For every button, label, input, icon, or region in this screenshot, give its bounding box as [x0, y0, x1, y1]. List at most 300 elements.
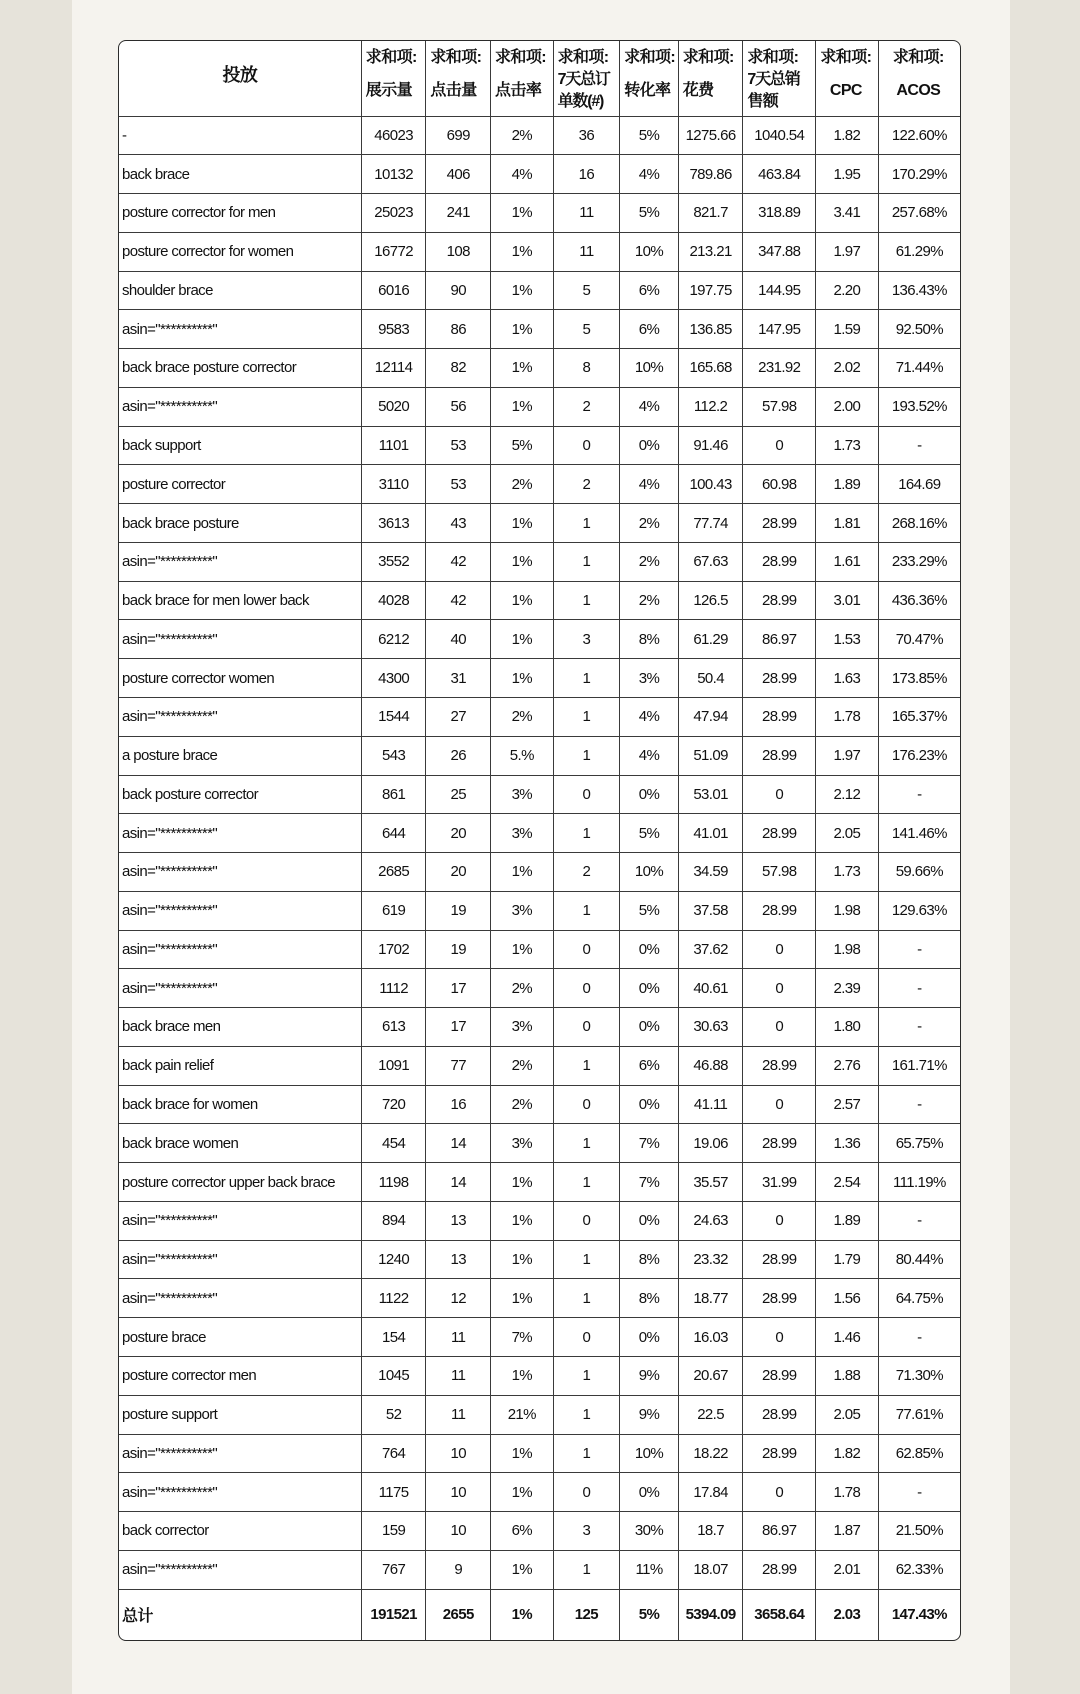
cell-orders: 16 — [553, 155, 620, 194]
cell-impressions: 3552 — [361, 542, 426, 581]
cell-targeting: posture brace — [119, 1318, 361, 1357]
cell-sales: 0 — [743, 969, 816, 1008]
total-cell-impressions: 191521 — [361, 1589, 426, 1640]
cell-clicks: 108 — [426, 232, 491, 271]
cell-targeting: asin="**********" — [119, 1550, 361, 1589]
cell-cpc: 1.59 — [816, 310, 879, 349]
cell-clicks: 82 — [426, 349, 491, 388]
cell-orders: 1 — [553, 504, 620, 543]
total-cell-spend: 5394.09 — [678, 1589, 743, 1640]
cell-targeting: asin="**********" — [119, 814, 361, 853]
header-sales-prefix: 求和项: — [747, 49, 799, 66]
cell-clicks: 11 — [426, 1318, 491, 1357]
cell-targeting: asin="**********" — [119, 542, 361, 581]
cell-spend: 136.85 — [678, 310, 743, 349]
cell-sales: 57.98 — [743, 853, 816, 892]
cell-acos: 61.29% — [878, 232, 960, 271]
cell-sales: 318.89 — [743, 194, 816, 233]
cell-targeting: back brace posture corrector — [119, 349, 361, 388]
table-row — [119, 542, 960, 581]
cell-clicks: 14 — [426, 1124, 491, 1163]
cell-ctr: 1% — [491, 1357, 554, 1396]
cell-conversion: 0% — [620, 1008, 679, 1047]
cell-cpc: 2.02 — [816, 349, 879, 388]
cell-spend: 126.5 — [678, 581, 743, 620]
cell-targeting: asin="**********" — [119, 853, 361, 892]
cell-conversion: 0% — [620, 930, 679, 969]
header-sales-label-2: 售额 — [747, 93, 779, 110]
cell-impressions: 4300 — [361, 659, 426, 698]
cell-spend: 67.63 — [678, 542, 743, 581]
cell-ctr: 1% — [491, 310, 554, 349]
cell-acos: - — [878, 1085, 960, 1124]
cell-conversion: 0% — [620, 1085, 679, 1124]
cell-conversion: 4% — [620, 465, 679, 504]
cell-clicks: 14 — [426, 1163, 491, 1202]
cell-targeting: back brace — [119, 155, 361, 194]
cell-targeting: posture corrector men — [119, 1357, 361, 1396]
cell-orders: 11 — [553, 194, 620, 233]
cell-acos: - — [878, 1008, 960, 1047]
cell-clicks: 20 — [426, 814, 491, 853]
cell-orders: 8 — [553, 349, 620, 388]
cell-sales: 28.99 — [743, 1279, 816, 1318]
cell-spend: 46.88 — [678, 1046, 743, 1085]
cell-cpc: 1.89 — [816, 1201, 879, 1240]
cell-clicks: 13 — [426, 1201, 491, 1240]
table-row — [119, 736, 960, 775]
header-impressions-prefix: 求和项: — [365, 49, 417, 66]
total-cell-clicks: 2655 — [426, 1589, 491, 1640]
cell-sales: 463.84 — [743, 155, 816, 194]
table-row — [119, 775, 960, 814]
cell-acos: 65.75% — [878, 1124, 960, 1163]
cell-acos: - — [878, 1201, 960, 1240]
cell-acos: 233.29% — [878, 542, 960, 581]
cell-conversion: 7% — [620, 1163, 679, 1202]
cell-acos: 257.68% — [878, 194, 960, 233]
cell-sales: 86.97 — [743, 1512, 816, 1551]
cell-impressions: 9583 — [361, 310, 426, 349]
cell-targeting: posture corrector women — [119, 659, 361, 698]
cell-ctr: 1% — [491, 504, 554, 543]
cell-conversion: 10% — [620, 853, 679, 892]
cell-ctr: 1% — [491, 620, 554, 659]
cell-orders: 1 — [553, 542, 620, 581]
cell-targeting: asin="**********" — [119, 1201, 361, 1240]
cell-impressions: 1122 — [361, 1279, 426, 1318]
cell-ctr: 1% — [491, 659, 554, 698]
cell-impressions: 894 — [361, 1201, 426, 1240]
cell-acos: 122.60% — [878, 116, 960, 155]
cell-impressions: 1045 — [361, 1357, 426, 1396]
cell-clicks: 42 — [426, 581, 491, 620]
cell-clicks: 20 — [426, 853, 491, 892]
header-impressions-label: 展示量 — [365, 82, 412, 99]
table-body — [119, 116, 960, 1640]
cell-sales: 28.99 — [743, 1124, 816, 1163]
cell-cpc: 2.00 — [816, 387, 879, 426]
cell-acos: 161.71% — [878, 1046, 960, 1085]
cell-clicks: 86 — [426, 310, 491, 349]
header-orders-prefix: 求和项: — [557, 49, 609, 66]
cell-orders: 1 — [553, 1434, 620, 1473]
cell-spend: 20.67 — [678, 1357, 743, 1396]
cell-targeting: back support — [119, 426, 361, 465]
header-orders-label-2: 单数(#) — [557, 93, 604, 110]
cell-ctr: 1% — [491, 1240, 554, 1279]
cell-cpc: 2.76 — [816, 1046, 879, 1085]
header-clicks — [426, 41, 491, 116]
cell-targeting: back brace for women — [119, 1085, 361, 1124]
cell-ctr: 6% — [491, 1512, 554, 1551]
cell-sales: 28.99 — [743, 736, 816, 775]
cell-clicks: 26 — [426, 736, 491, 775]
cell-cpc: 1.98 — [816, 930, 879, 969]
table-row — [119, 1279, 960, 1318]
cell-sales: 0 — [743, 1318, 816, 1357]
cell-clicks: 241 — [426, 194, 491, 233]
cell-acos: 80.44% — [878, 1240, 960, 1279]
cell-orders: 0 — [553, 1008, 620, 1047]
cell-spend: 18.22 — [678, 1434, 743, 1473]
cell-spend: 112.2 — [678, 387, 743, 426]
cell-impressions: 1112 — [361, 969, 426, 1008]
header-conversion — [620, 41, 679, 116]
cell-spend: 23.32 — [678, 1240, 743, 1279]
cell-cpc: 3.01 — [816, 581, 879, 620]
cell-orders: 0 — [553, 930, 620, 969]
header-spend — [678, 41, 743, 116]
cell-orders: 1 — [553, 581, 620, 620]
cell-impressions: 764 — [361, 1434, 426, 1473]
header-cpc — [816, 41, 879, 116]
header-conversion-prefix: 求和项: — [624, 49, 676, 66]
cell-acos: 165.37% — [878, 697, 960, 736]
cell-conversion: 5% — [620, 116, 679, 155]
header-ctr-prefix: 求和项: — [495, 49, 546, 66]
cell-cpc: 1.78 — [816, 697, 879, 736]
cell-targeting: asin="**********" — [119, 387, 361, 426]
cell-ctr: 1% — [491, 387, 554, 426]
cell-spend: 18.7 — [678, 1512, 743, 1551]
cell-impressions: 619 — [361, 891, 426, 930]
cell-impressions: 16772 — [361, 232, 426, 271]
cell-targeting: a posture brace — [119, 736, 361, 775]
cell-sales: 28.99 — [743, 1434, 816, 1473]
cell-ctr: 4% — [491, 155, 554, 194]
cell-spend: 17.84 — [678, 1473, 743, 1512]
cell-sales: 28.99 — [743, 697, 816, 736]
cell-conversion: 5% — [620, 891, 679, 930]
cell-ctr: 7% — [491, 1318, 554, 1357]
cell-conversion: 4% — [620, 387, 679, 426]
cell-orders: 1 — [553, 697, 620, 736]
cell-impressions: 1198 — [361, 1163, 426, 1202]
cell-sales: 1040.54 — [743, 116, 816, 155]
cell-targeting: asin="**********" — [119, 620, 361, 659]
cell-orders: 36 — [553, 116, 620, 155]
header-cpc-label: CPC — [829, 82, 862, 99]
cell-ctr: 3% — [491, 1124, 554, 1163]
cell-acos: 164.69 — [878, 465, 960, 504]
cell-sales: 28.99 — [743, 581, 816, 620]
cell-orders: 1 — [553, 659, 620, 698]
cell-orders: 11 — [553, 232, 620, 271]
cell-clicks: 11 — [426, 1395, 491, 1434]
table-row — [119, 659, 960, 698]
cell-spend: 213.21 — [678, 232, 743, 271]
cell-sales: 28.99 — [743, 1240, 816, 1279]
cell-orders: 0 — [553, 775, 620, 814]
table-row — [119, 1512, 960, 1551]
cell-cpc: 1.98 — [816, 891, 879, 930]
cell-targeting: asin="**********" — [119, 310, 361, 349]
cell-impressions: 3613 — [361, 504, 426, 543]
cell-sales: 28.99 — [743, 1357, 816, 1396]
cell-acos: 176.23% — [878, 736, 960, 775]
cell-targeting: back brace women — [119, 1124, 361, 1163]
table-row — [119, 853, 960, 892]
cell-orders: 1 — [553, 814, 620, 853]
total-row — [119, 1589, 960, 1640]
cell-conversion: 6% — [620, 1046, 679, 1085]
cell-clicks: 31 — [426, 659, 491, 698]
cell-orders: 1 — [553, 1395, 620, 1434]
cell-impressions: 1240 — [361, 1240, 426, 1279]
table-row — [119, 697, 960, 736]
pivot-table — [118, 40, 961, 1641]
cell-targeting: back brace posture — [119, 504, 361, 543]
cell-orders: 0 — [553, 1473, 620, 1512]
cell-clicks: 13 — [426, 1240, 491, 1279]
cell-orders: 0 — [553, 1085, 620, 1124]
cell-cpc: 2.12 — [816, 775, 879, 814]
cell-orders: 1 — [553, 1046, 620, 1085]
cell-orders: 0 — [553, 426, 620, 465]
table-row — [119, 271, 960, 310]
cell-orders: 1 — [553, 1240, 620, 1279]
header-spend-label: 花费 — [682, 82, 714, 99]
cell-conversion: 9% — [620, 1357, 679, 1396]
table-row — [119, 1318, 960, 1357]
cell-impressions: 25023 — [361, 194, 426, 233]
header-row — [119, 41, 960, 116]
cell-orders: 1 — [553, 1357, 620, 1396]
cell-cpc: 1.87 — [816, 1512, 879, 1551]
cell-conversion: 2% — [620, 581, 679, 620]
cell-orders: 2 — [553, 465, 620, 504]
cell-targeting: asin="**********" — [119, 930, 361, 969]
cell-cpc: 1.81 — [816, 504, 879, 543]
cell-orders: 1 — [553, 891, 620, 930]
cell-sales: 0 — [743, 1473, 816, 1512]
cell-conversion: 6% — [620, 271, 679, 310]
table-row — [119, 1395, 960, 1434]
cell-spend: 34.59 — [678, 853, 743, 892]
cell-acos: 70.47% — [878, 620, 960, 659]
table-row — [119, 504, 960, 543]
cell-orders: 5 — [553, 310, 620, 349]
cell-impressions: 6212 — [361, 620, 426, 659]
cell-cpc: 1.63 — [816, 659, 879, 698]
cell-conversion: 3% — [620, 659, 679, 698]
cell-sales: 31.99 — [743, 1163, 816, 1202]
cell-spend: 100.43 — [678, 465, 743, 504]
cell-impressions: 5020 — [361, 387, 426, 426]
table-row — [119, 465, 960, 504]
cell-ctr: 1% — [491, 1163, 554, 1202]
cell-targeting: asin="**********" — [119, 697, 361, 736]
cell-acos: 436.36% — [878, 581, 960, 620]
cell-cpc: 1.53 — [816, 620, 879, 659]
table-row — [119, 232, 960, 271]
cell-spend: 821.7 — [678, 194, 743, 233]
header-acos-prefix: 求和项: — [892, 49, 944, 66]
cell-ctr: 2% — [491, 697, 554, 736]
cell-clicks: 90 — [426, 271, 491, 310]
cell-targeting: back brace for men lower back — [119, 581, 361, 620]
cell-orders: 1 — [553, 1279, 620, 1318]
header-ctr — [491, 41, 554, 116]
cell-conversion: 6% — [620, 310, 679, 349]
cell-impressions: 46023 — [361, 116, 426, 155]
header-sales-label-1: 7天总销 — [747, 71, 800, 88]
cell-spend: 41.01 — [678, 814, 743, 853]
total-cell-conversion: 5% — [620, 1589, 679, 1640]
cell-conversion: 9% — [620, 1395, 679, 1434]
cell-cpc: 2.54 — [816, 1163, 879, 1202]
cell-clicks: 53 — [426, 426, 491, 465]
table-row — [119, 1201, 960, 1240]
cell-conversion: 8% — [620, 620, 679, 659]
cell-ctr: 21% — [491, 1395, 554, 1434]
cell-cpc: 2.05 — [816, 814, 879, 853]
cell-targeting: asin="**********" — [119, 1434, 361, 1473]
cell-orders: 1 — [553, 1550, 620, 1589]
cell-conversion: 0% — [620, 1473, 679, 1512]
cell-targeting: back posture corrector — [119, 775, 361, 814]
total-cell-cpc: 2.03 — [816, 1589, 879, 1640]
cell-acos: 21.50% — [878, 1512, 960, 1551]
cell-impressions: 1101 — [361, 426, 426, 465]
cell-ctr: 1% — [491, 271, 554, 310]
report-table — [119, 41, 960, 1640]
table-row — [119, 1008, 960, 1047]
cell-clicks: 19 — [426, 930, 491, 969]
header-sales — [743, 41, 816, 116]
table-row — [119, 1473, 960, 1512]
table-row — [119, 310, 960, 349]
cell-acos: 64.75% — [878, 1279, 960, 1318]
cell-sales: 0 — [743, 775, 816, 814]
cell-acos: - — [878, 969, 960, 1008]
cell-sales: 144.95 — [743, 271, 816, 310]
cell-spend: 18.77 — [678, 1279, 743, 1318]
cell-ctr: 1% — [491, 1434, 554, 1473]
cell-acos: 62.33% — [878, 1550, 960, 1589]
cell-cpc: 1.89 — [816, 465, 879, 504]
cell-spend: 91.46 — [678, 426, 743, 465]
cell-impressions: 159 — [361, 1512, 426, 1551]
table-row — [119, 930, 960, 969]
cell-clicks: 25 — [426, 775, 491, 814]
cell-cpc: 1.56 — [816, 1279, 879, 1318]
cell-sales: 0 — [743, 1085, 816, 1124]
cell-spend: 30.63 — [678, 1008, 743, 1047]
cell-clicks: 56 — [426, 387, 491, 426]
cell-orders: 1 — [553, 736, 620, 775]
cell-ctr: 1% — [491, 194, 554, 233]
cell-acos: 268.16% — [878, 504, 960, 543]
cell-ctr: 5% — [491, 426, 554, 465]
cell-ctr: 3% — [491, 814, 554, 853]
cell-conversion: 30% — [620, 1512, 679, 1551]
cell-sales: 0 — [743, 1201, 816, 1240]
cell-cpc: 1.82 — [816, 1434, 879, 1473]
cell-cpc: 1.78 — [816, 1473, 879, 1512]
table-row — [119, 1163, 960, 1202]
cell-spend: 37.62 — [678, 930, 743, 969]
table-row — [119, 814, 960, 853]
cell-acos: - — [878, 426, 960, 465]
table-row — [119, 1046, 960, 1085]
table-row — [119, 581, 960, 620]
header-acos-label: ACOS — [896, 82, 941, 99]
cell-acos: 77.61% — [878, 1395, 960, 1434]
table-row — [119, 1085, 960, 1124]
cell-ctr: 1% — [491, 542, 554, 581]
cell-spend: 1275.66 — [678, 116, 743, 155]
cell-impressions: 12114 — [361, 349, 426, 388]
total-cell-sales: 3658.64 — [743, 1589, 816, 1640]
cell-ctr: 2% — [491, 969, 554, 1008]
header-orders — [553, 41, 620, 116]
cell-conversion: 5% — [620, 194, 679, 233]
cell-orders: 2 — [553, 387, 620, 426]
cell-sales: 0 — [743, 930, 816, 969]
cell-cpc: 1.46 — [816, 1318, 879, 1357]
cell-acos: 71.44% — [878, 349, 960, 388]
header-orders-label-1: 7天总订 — [557, 71, 610, 88]
table-row — [119, 387, 960, 426]
cell-cpc: 1.82 — [816, 116, 879, 155]
cell-conversion: 0% — [620, 1201, 679, 1240]
cell-ctr: 1% — [491, 349, 554, 388]
cell-acos: - — [878, 1318, 960, 1357]
cell-sales: 28.99 — [743, 1395, 816, 1434]
cell-spend: 61.29 — [678, 620, 743, 659]
cell-spend: 24.63 — [678, 1201, 743, 1240]
cell-impressions: 6016 — [361, 271, 426, 310]
table-row — [119, 1434, 960, 1473]
cell-impressions: 1175 — [361, 1473, 426, 1512]
cell-orders: 0 — [553, 1201, 620, 1240]
cell-orders: 0 — [553, 1318, 620, 1357]
cell-orders: 3 — [553, 620, 620, 659]
cell-cpc: 1.80 — [816, 1008, 879, 1047]
cell-acos: 136.43% — [878, 271, 960, 310]
cell-impressions: 1091 — [361, 1046, 426, 1085]
cell-impressions: 1702 — [361, 930, 426, 969]
cell-clicks: 40 — [426, 620, 491, 659]
cell-cpc: 1.73 — [816, 426, 879, 465]
cell-targeting: posture corrector for men — [119, 194, 361, 233]
cell-acos: - — [878, 930, 960, 969]
cell-impressions: 3110 — [361, 465, 426, 504]
table-row — [119, 620, 960, 659]
cell-cpc: 1.73 — [816, 853, 879, 892]
